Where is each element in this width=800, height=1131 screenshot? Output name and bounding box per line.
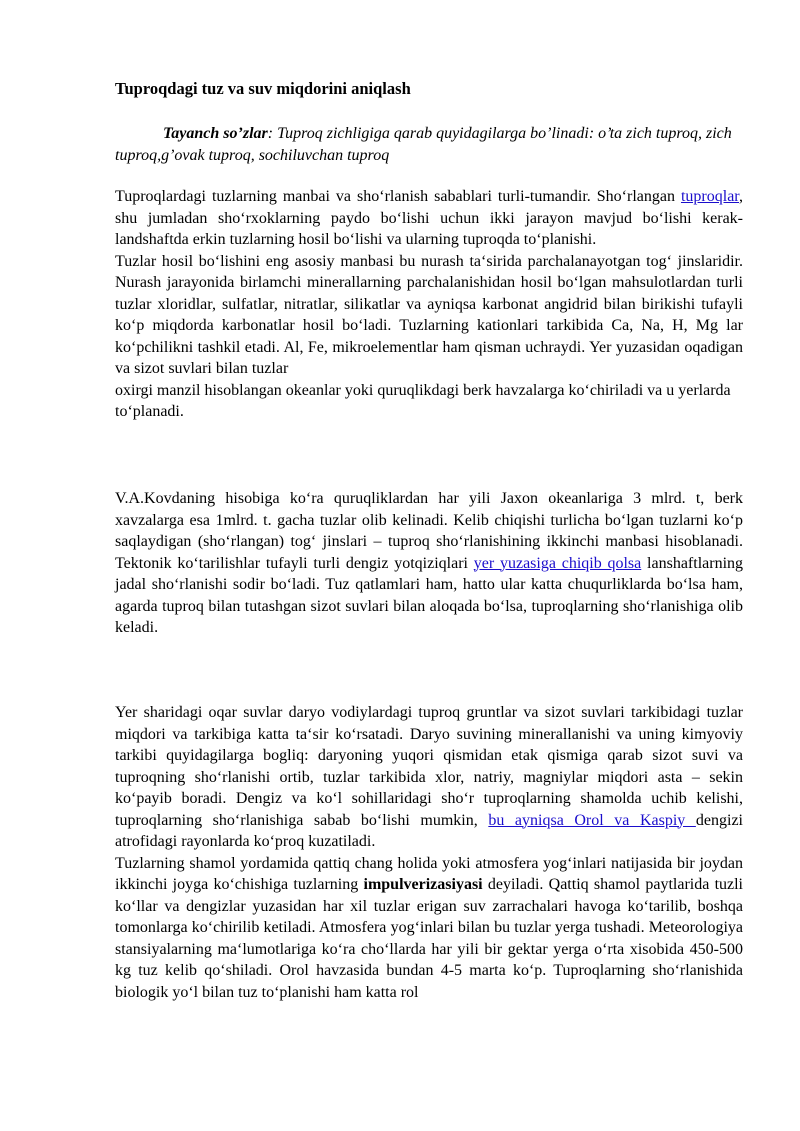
link-tuproqlar[interactable]: tuproqlar: [680, 188, 739, 205]
paragraph-6-text-b: deyiladi. Qattiq shamol paytlarida tuzli ko‘llar va dengizlar yuzasidan har xil tuzlar erigan suv zarrachalari havoga ko‘tarilib, boshqa tomonlarga ko‘chirilib ketiladi. Atmosfera yog‘inlari bilan bu tuzlar yerga tushadi. Meteorologiya stansiyalarning ma‘lumotlariga ko‘ra cho‘llarda har yili bir gektar yerga o‘rta xisobida 450-500 kg tuz kelib qo‘shiladi. Orol havzasida bundan 4-5 marta ko‘p. Tuproqlarning sho‘rlanishida biologik yo‘l bilan tuz to‘planishi ham katta rol: [115, 876, 744, 1001]
term-impulverizasiyasi: impulverizasiyasi: [363, 876, 483, 893]
paragraph-rivers: [115, 702, 743, 1003]
paragraph-5: [115, 702, 743, 853]
paragraph-salinity-sources: [115, 186, 743, 423]
document-title: Tuproqdagi tuz va suv miqdorini aniqlash: [115, 79, 411, 98]
keywords-paragraph: [115, 123, 745, 167]
paragraph-1-text-a: Tuproqlardagi tuzlarning manbai va sho‘rlanish sabablari turli-tumandir. Sho‘rlangan: [115, 188, 681, 205]
link-orol-kaspiy[interactable]: bu ayniqsa Orol va Kaspiy: [488, 811, 696, 829]
paragraph-5-text-a: Yer sharidagi oqar suvlar daryo vodiylardagi tuproq gruntlar va sizot suvlari tarkibidagi tuzlar miqdori va tarkibiga katta ta‘sir ko‘rsatadi. Daryo suvining minerallanishi va uning kimyoviy tarkibi quyidagilarga bogliq: daryoning yuqori qismidan etak qismiga qarab sizot suvi va tuproqning sho‘rlanishi ortib, tuzlar tarkibida xlor, natriy, magniylar miqdori asta – sekin ko‘payib boradi. Dengiz va ko‘l sohillaridagi sho‘r tuproqlarning shamolda uchib kelishi, tuproqlarning sho‘rlanishiga sabab bo‘lishi mumkin,: [115, 704, 743, 829]
keywords-text: : Tuproq zichligiga qarab quyidagilarga bo’linadi: o’ta zich tuproq, zich tuproq,g’ovak tuproq, sochiluvchan tuproq: [115, 125, 732, 164]
paragraph-4-text-b: lanshaftlarning jadal sho‘rlanishi sodir bo‘ladi. Tuz qatlamlari ham, hatto ular katta chuqurliklarda bo‘lsa ham, agarda tuproq bilan tutashgan sizot suvlari bilan aloqada bo‘lsa, tuproqlarning sho‘rlanishiga olib keladi.: [115, 554, 744, 636]
paragraph-4-text-a: V.A.Kovdaning hisobiga ko‘ra quruqliklardan har yili Jaxon okeanlariga 3 mlrd. t, berk xavzalarga esa 1mlrd. t. gacha tuzlar olib kelinadi. Kelib chiqishi turlicha bo‘lgan tuzlarni ko‘p saqlaydigan (sho‘rlangan) tog‘ jinslari – tuproq sho‘rlanishining ikkinchi manbasi hisoblanadi. Tektonik ko‘tarilishlar tufayli turli dengiz yotqiziqlari: [115, 490, 743, 572]
paragraph-6: [115, 853, 743, 1004]
link-yer-yuzasiga[interactable]: yer yuzasiga chiqib qolsa: [473, 554, 642, 572]
paragraph-4: [115, 488, 743, 639]
paragraph-2: Tuzlar hosil bo‘lishini eng asosiy manbasi bu nurash ta‘sirida parchalanayotgan tog‘ jinslaridir. Nurash jarayonida birlamchi minerallarning parchalanishidan hosil bo‘lgan mahsulotlardan turli tuzlar xloridlar, sulfatlar, nitratlar, silikatlar va ayniqsa karbonat angidrid bilan birikishi tufayli ko‘p miqdorda karbonatlar hosil bo‘ladi. Tuzlarning kationlari tarkibida Ca, Na, H, Mg lar ko‘pchilikni tashkil etadi. Al, Fe, mikroelementlar ham qisman uchraydi. Yer yuzasidan oqadigan va sizot suvlari bilan tuzlar: [115, 252, 743, 377]
paragraph-kovda: [115, 488, 743, 639]
keywords-label: Tayanch so’zlar: [163, 125, 268, 142]
paragraph-6-text-a: Tuzlarning shamol yordamida qattiq chang holida yoki atmosfera yog‘inlari natijasida bir joydan ikkinchi joyga ko‘chishiga tuzlarning: [115, 854, 743, 893]
paragraph-1: [115, 186, 743, 251]
paragraph-5-text-b: dengizi atrofidagi rayonlarda ko‘proq kuzatiladi.: [115, 811, 743, 850]
paragraph-3: oxirgi manzil hisoblangan okeanlar yoki quruqlikdagi berk havzalarga ko‘chiriladi va u yerlarda to‘planadi.: [115, 381, 731, 420]
paragraph-1-text-b: , shu jumladan sho‘rxoklarning paydo bo‘lishi uchun ikki jarayon mavjud bo‘lishi kerak-landshaftda erkin tuzlarning hosil bo‘lishi va ularning tuproqda to‘planishi.: [115, 188, 743, 248]
